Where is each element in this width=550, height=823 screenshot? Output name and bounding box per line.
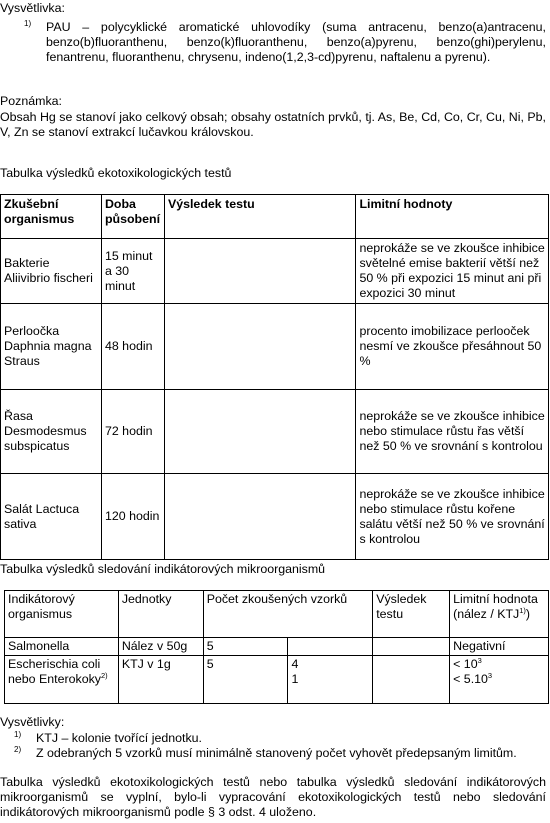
cell-result — [373, 656, 450, 704]
poznamka-text: Obsah Hg se stanoví jako celkový obsah; obsahy ostatních prvků, tj. As, Be, Cd, Co, Cr, Cu, Ni, Pb, V, Zn se stanoví extrakcí lučavkou královskou. — [0, 110, 546, 139]
table1-caption: Tabulka výsledků ekotoxikologických testů — [0, 166, 232, 180]
cell-organism: Salát Lactuca sativa — [1, 474, 102, 560]
header-organism: Zkušební organismus — [1, 195, 102, 239]
table-row — [1, 304, 549, 390]
table-row — [5, 638, 549, 656]
table-row — [5, 656, 549, 704]
header-limit-paren: ) — [525, 607, 531, 621]
table-header-row — [1, 195, 549, 239]
cell-duration: 72 hodin — [101, 390, 164, 474]
cell-organism — [5, 656, 119, 704]
header-duration: Doba působení — [101, 195, 164, 239]
final-paragraph: Tabulka výsledků ekotoxikologických testů nebo tabulka výsledků sledování indikátorových mikroorganismů se vyplní, bylo-li vypracování ekotoxikologických testů nebo sledování indikátorových mikroorganismů podle § 3 odst. 4 uloženo. — [0, 775, 546, 819]
cell-limit: procento imobilizace perlooček nesmí ve zkoušce přesáhnout 50 % — [356, 304, 549, 390]
cell-count: 5 — [203, 638, 288, 656]
cell-limit: neprokáže se ve zkoušce inhibice nebo stimulace růstu řas větší než 50 % ve srovnání s kontrolou — [356, 390, 549, 474]
table-header-row — [5, 591, 549, 638]
header-limit-footnote: 1) — [519, 605, 526, 615]
cell-unit: KTJ v 1g — [118, 656, 203, 704]
cell-organism: Bakterie Aliivibrio fischeri — [1, 239, 102, 304]
footnote-number: 1) — [14, 730, 22, 739]
cell-organism: Perloočka Daphnia magna Straus — [1, 304, 102, 390]
table-row — [1, 239, 549, 304]
vysvetlivky-title: Vysvětlivky: — [0, 715, 65, 729]
header-limit — [450, 591, 549, 638]
table-row — [1, 390, 549, 474]
cell-count: 5 — [203, 656, 288, 704]
cell-duration: 48 hodin — [101, 304, 164, 390]
footnote-number: 2) — [14, 745, 22, 754]
cell-unit: Nález v 50g — [118, 638, 203, 656]
organism-footnote: 2) — [101, 670, 108, 680]
header-limit-text: Limitní hodnota (nález / KTJ — [453, 592, 538, 621]
cell-result — [164, 239, 356, 304]
table-row — [1, 474, 549, 560]
cell-limit: neprokáže se ve zkoušce inhibice nebo stimulace růstu kořene salátu větší než 50 % ve srovnání s kontrolou — [356, 474, 549, 560]
limit-a-text: < 10 — [453, 657, 478, 671]
footnote-text: Z odebraných 5 vzorků musí minimálně stanovený počet vyhovět předepsaným limitům. — [36, 746, 517, 760]
limit-a — [453, 657, 545, 672]
header-limit: Limitní hodnoty — [356, 195, 549, 239]
footnote-number: 1) — [24, 19, 32, 28]
limit-b-exponent: 3 — [487, 670, 493, 680]
count-detail-a: 4 — [291, 657, 299, 671]
header-organism: Indikátorový organismus — [5, 591, 119, 638]
cell-limit: neprokáže se ve zkoušce inhibice světelné emise bakterií větší než 50 % při expozici 15 minut ani při expozici 30 minut — [356, 239, 549, 304]
cell-limit: Negativní — [450, 638, 549, 656]
cell-organism-text: Escherischia coli nebo Enterokoky — [8, 657, 101, 686]
cell-limit — [450, 656, 549, 704]
ecotox-table — [0, 194, 549, 560]
cell-result — [373, 638, 450, 656]
cell-count-detail — [288, 656, 373, 704]
footnote-text: KTJ – kolonie tvořící jednotku. — [36, 731, 202, 745]
limit-b-text: < 5.10 — [453, 672, 488, 686]
limit-b — [453, 672, 545, 687]
header-unit: Jednotky — [118, 591, 203, 638]
table2-caption: Tabulka výsledků sledování indikátorových mikroorganismů — [0, 562, 326, 576]
cell-result — [164, 304, 356, 390]
poznamka-title: Poznámka: — [0, 94, 62, 108]
cell-result — [164, 390, 356, 474]
cell-result — [164, 474, 356, 560]
header-sample-count: Počet zkoušených vzorků — [203, 591, 373, 638]
header-result: Výsledek testu — [164, 195, 356, 239]
cell-duration: 120 hodin — [101, 474, 164, 560]
cell-count-detail — [288, 638, 373, 656]
footnote-text: PAU – polycyklické aromatické uhlovodíky (suma antracenu, benzo(a)antracenu, benzo(b)fluoranthenu, benzo(k)fluoranthenu, benzo(a)pyrenu, benzo(ghi)perylenu, fenantrenu, fluoranthenu, chrysenu, indeno(1,2,3-cd)pyrenu, naftalenu a pyrenu). — [46, 20, 546, 64]
limit-a-exponent: 3 — [477, 655, 482, 665]
microorganism-table — [4, 590, 549, 704]
cell-organism: Salmonella — [5, 638, 119, 656]
vysvetlivka-title: Vysvětlivka: — [0, 1, 65, 15]
cell-duration: 15 minut a 30 minut — [101, 239, 164, 304]
cell-organism: Řasa Desmodesmus subspicatus — [1, 390, 102, 474]
count-detail-b: 1 — [291, 672, 299, 686]
header-result: Výsledek testu — [373, 591, 450, 638]
